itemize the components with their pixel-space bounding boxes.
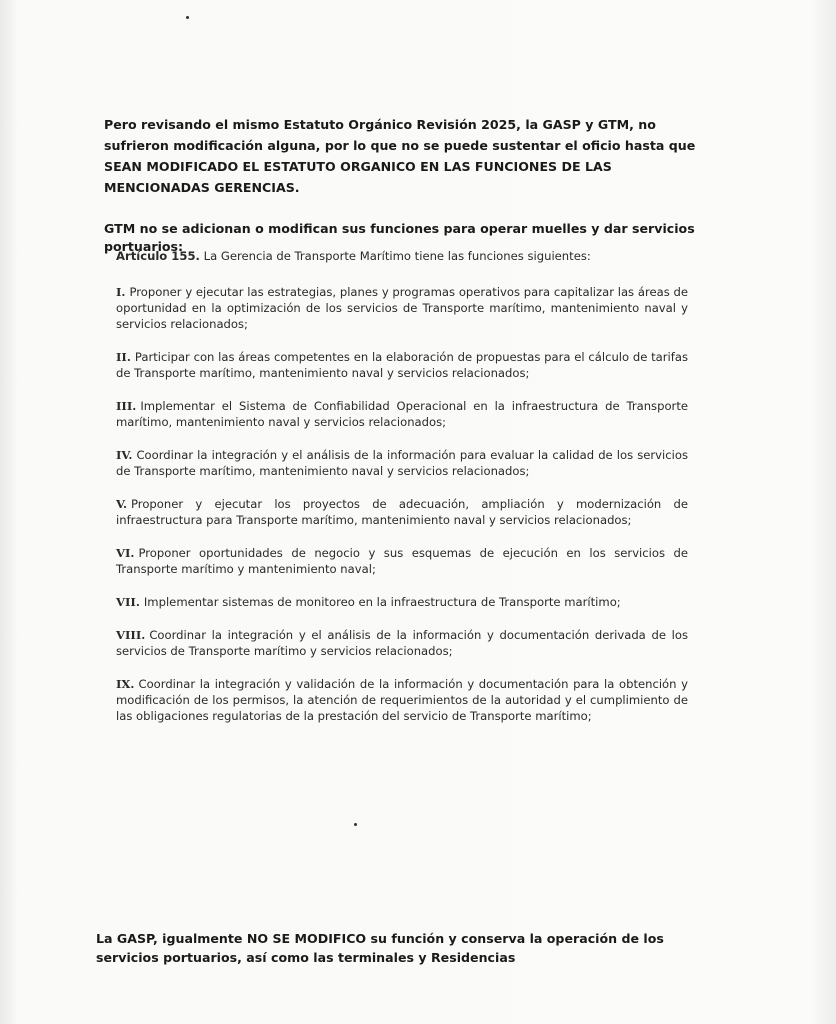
gtm-heading: GTM no se adicionan o modifican sus funciones para operar muelles y dar servicios portuarios: bbox=[104, 221, 695, 254]
item-text: Participar con las áreas competentes en la elaboración de propuestas para el cálculo de tarifas de Transporte marítimo, mantenimiento naval y servicios relacionados; bbox=[116, 350, 688, 380]
item-number: VIII. bbox=[116, 628, 146, 642]
scan-speck bbox=[354, 823, 357, 826]
article-intro-text: La Gerencia de Transporte Marítimo tiene las funciones siguientes: bbox=[203, 249, 591, 263]
item-number: VII. bbox=[116, 595, 140, 609]
scan-speck bbox=[186, 16, 189, 19]
function-item bbox=[116, 627, 688, 659]
item-text: Implementar el Sistema de Confiabilidad Operacional en la infraestructura de Transporte marítimo, mantenimiento naval y servicios relacionados; bbox=[116, 399, 688, 429]
intro-paragraph: Pero revisando el mismo Estatuto Orgánico Revisión 2025, la GASP y GTM, no sufrieron modificación alguna, por lo que no se puede sustentar el oficio hasta que SEAN MODIFICADO EL ESTATUTO ORGANICO EN LAS FUNCIONES DE LAS MENCIONADAS GERENCIAS. bbox=[104, 117, 696, 195]
item-text: Proponer y ejecutar los proyectos de adecuación, ampliación y modernización de infraestructura para Transporte marítimo, mantenimiento naval y servicios relacionados; bbox=[116, 497, 688, 527]
function-item bbox=[116, 676, 688, 724]
item-number: III. bbox=[116, 399, 137, 413]
item-text: Coordinar la integración y el análisis de la información y documentación derivada de los servicios de Transporte marítimo y servicios relacionados; bbox=[116, 628, 688, 658]
function-item bbox=[116, 496, 688, 528]
item-text: Proponer oportunidades de negocio y sus esquemas de ejecución en los servicios de Transporte marítimo y mantenimiento naval; bbox=[116, 546, 688, 576]
item-text: Proponer y ejecutar las estrategias, planes y programas operativos para capitalizar las áreas de oportunidad en la optimización de los servicios de Transporte marítimo, mantenimiento naval y servicios relacionados; bbox=[116, 285, 688, 331]
item-number: IX. bbox=[116, 677, 135, 691]
function-item bbox=[116, 447, 688, 479]
article-155 bbox=[116, 248, 688, 741]
item-number: IV. bbox=[116, 448, 133, 462]
item-number: I. bbox=[116, 285, 126, 299]
item-text: Implementar sistemas de monitoreo en la infraestructura de Transporte marítimo; bbox=[143, 595, 621, 609]
function-item bbox=[116, 284, 688, 332]
function-item bbox=[116, 398, 688, 430]
gasp-note: La GASP, igualmente NO SE MODIFICO su función y conserva la operación de los servicios portuarios, así como las terminales y Residencias bbox=[96, 931, 664, 965]
article-title bbox=[116, 248, 688, 264]
item-number: VI. bbox=[116, 546, 135, 560]
item-number: II. bbox=[116, 350, 131, 364]
function-item bbox=[116, 349, 688, 381]
item-number: V. bbox=[116, 497, 128, 511]
function-item bbox=[116, 545, 688, 577]
item-text: Coordinar la integración y el análisis de la información para evaluar la calidad de los servicios de Transporte marítimo, mantenimiento naval y servicios relacionados; bbox=[116, 448, 688, 478]
function-item bbox=[116, 594, 688, 610]
article-label: Artículo 155. bbox=[116, 249, 200, 263]
item-text: Coordinar la integración y validación de la información y documentación para la obtención y modificación de los permisos, la atención de requerimientos de la autoridad y el cumplimiento de las obligaciones regulatorias de la prestación del servicio de Transporte marítimo; bbox=[116, 677, 688, 723]
